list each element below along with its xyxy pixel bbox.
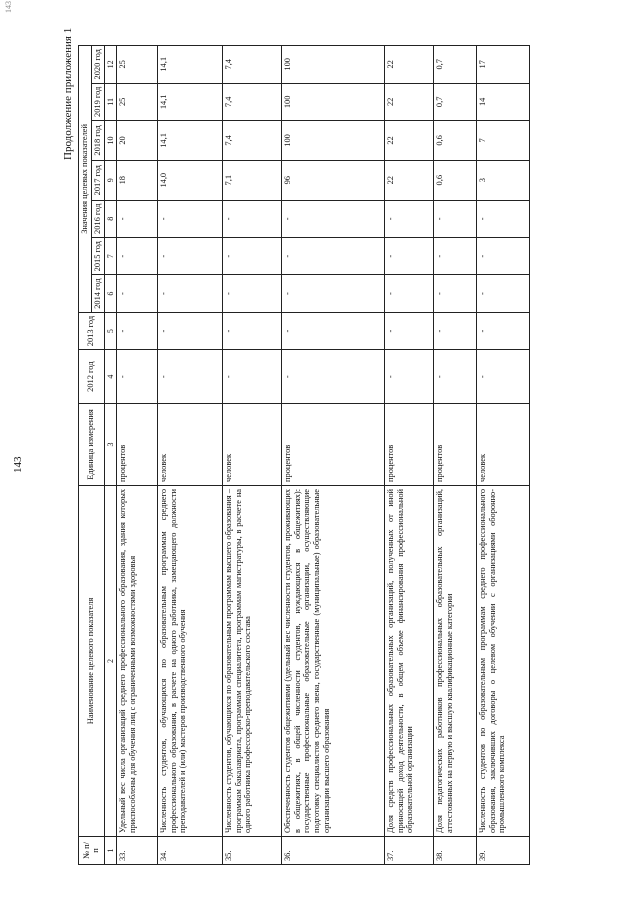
value-cell: - xyxy=(222,350,281,404)
value-cell: 17 xyxy=(476,46,529,84)
value-cell: - xyxy=(433,275,476,312)
header-year: 2020 год xyxy=(91,46,104,84)
unit: человек xyxy=(157,404,222,486)
indicator-name: Доля средств профессиональных образовательных организаций, полученных от иной приносящей доход деятельности, в общем объеме финансирования профессиональной образовательной организации xyxy=(384,485,433,836)
row-number: 34. xyxy=(157,836,222,864)
value-cell: 0,7 xyxy=(433,46,476,84)
header-name: Наименование целевого показателя xyxy=(79,485,105,836)
value-cell: 25 xyxy=(116,46,157,84)
value-cell: - xyxy=(433,312,476,349)
value-cell: - xyxy=(476,200,529,237)
header-unit: Единица измерения xyxy=(79,404,105,486)
value-cell: 100 xyxy=(281,46,384,84)
row-number: 35. xyxy=(222,836,281,864)
value-cell: 22 xyxy=(384,83,433,120)
value-cell: - xyxy=(476,275,529,312)
value-cell: 22 xyxy=(384,121,433,161)
unit: процентов xyxy=(281,404,384,486)
row-number: 33. xyxy=(116,836,157,864)
value-cell: - xyxy=(476,312,529,349)
value-cell: - xyxy=(222,238,281,275)
table-row xyxy=(157,46,222,865)
value-cell: - xyxy=(476,238,529,275)
indicator-name: Численность студентов по образовательным программам среднего профессионального образования, заключивших договоры о целевом обучении с организациями оборонно-промышленного комплекса xyxy=(476,485,529,836)
indicator-name: Удельный вес числа организаций среднего профессионального образования, здания которых приспособлены для обучения лиц с ограниченными возможностями здоровья xyxy=(116,485,157,836)
value-cell: 14,1 xyxy=(157,121,222,161)
column-number: 10 xyxy=(104,121,116,161)
unit: процентов xyxy=(433,404,476,486)
value-cell: - xyxy=(433,238,476,275)
header-year: 2018 год xyxy=(91,121,104,161)
value-cell: - xyxy=(116,275,157,312)
table-row xyxy=(433,46,476,865)
value-cell: 96 xyxy=(281,160,384,200)
table-row xyxy=(384,46,433,865)
value-cell: - xyxy=(116,350,157,404)
indicator-name: Численность студентов, обучающихся по образовательным программам высшего образования – программам бакалавриата, программам специалитета, программам магистратуры, в расчете на одного работника профессорско-преподавательского состава xyxy=(222,485,281,836)
value-cell: - xyxy=(116,312,157,349)
value-cell: 7,4 xyxy=(222,121,281,161)
page-number: 143 xyxy=(12,456,24,473)
header-year: 2019 год xyxy=(91,83,104,120)
table-row xyxy=(281,46,384,865)
row-number: 37. xyxy=(384,836,433,864)
indicators-table xyxy=(78,45,530,865)
column-number: 5 xyxy=(104,312,116,349)
value-cell: - xyxy=(433,350,476,404)
value-cell: 14,1 xyxy=(157,83,222,120)
value-cell: 25 xyxy=(116,83,157,120)
header-year: 2017 год xyxy=(91,160,104,200)
value-cell: 0,7 xyxy=(433,83,476,120)
value-cell: - xyxy=(157,238,222,275)
value-cell: 100 xyxy=(281,83,384,120)
column-number: 9 xyxy=(104,160,116,200)
corner-mark: 143 xyxy=(4,1,13,13)
value-cell: - xyxy=(281,200,384,237)
value-cell: - xyxy=(384,312,433,349)
value-cell: - xyxy=(433,200,476,237)
header-year: 2014 год xyxy=(91,275,104,312)
table-row xyxy=(116,46,157,865)
column-number-row xyxy=(104,46,116,865)
value-cell: - xyxy=(384,200,433,237)
header-year: 2013 год xyxy=(79,312,105,349)
value-cell: - xyxy=(157,275,222,312)
value-cell: 20 xyxy=(116,121,157,161)
value-cell: 7 xyxy=(476,121,529,161)
unit: человек xyxy=(222,404,281,486)
column-number: 12 xyxy=(104,46,116,84)
value-cell: - xyxy=(281,238,384,275)
column-number: 4 xyxy=(104,350,116,404)
value-cell: - xyxy=(281,312,384,349)
value-cell: - xyxy=(222,275,281,312)
value-cell: - xyxy=(281,275,384,312)
value-cell: - xyxy=(157,350,222,404)
unit: процентов xyxy=(384,404,433,486)
value-cell: 22 xyxy=(384,160,433,200)
header-year: 2012 год xyxy=(79,350,105,404)
value-cell: 14,1 xyxy=(157,46,222,84)
value-cell: 3 xyxy=(476,160,529,200)
unit: процентов xyxy=(116,404,157,486)
column-number: 3 xyxy=(104,404,116,486)
table-row xyxy=(222,46,281,865)
header-year: 2015 год xyxy=(91,238,104,275)
table-row xyxy=(476,46,529,865)
value-cell: - xyxy=(116,238,157,275)
row-number: 38. xyxy=(433,836,476,864)
header-num: № п/п xyxy=(79,836,105,864)
indicator-name: Численность студентов, обучающихся по образовательным программам среднего профессионального образования, в расчете на одного работника, замещающего должности преподавателей и (или) мастеров производственного обучения xyxy=(157,485,222,836)
value-cell: - xyxy=(476,350,529,404)
value-cell: 22 xyxy=(384,46,433,84)
value-cell: 14,0 xyxy=(157,160,222,200)
header-values-group: Значения целевых показателей xyxy=(79,46,92,313)
value-cell: 7,1 xyxy=(222,160,281,200)
value-cell: - xyxy=(384,238,433,275)
value-cell: 7,4 xyxy=(222,46,281,84)
header-year: 2016 год xyxy=(91,200,104,237)
indicator-name: Обеспеченность студентов общежитиями (удельный вес численности студентов, проживающих в общежитиях, в общей численности студентов, нуждающихся в общежитиях): государственные профессиональные образовательные организации, осуществляющие подготовку специалистов среднего звена, государственные (муниципальные) образовательные организации высшего образования xyxy=(281,485,384,836)
indicator-name: Доля педагогических работников профессиональных образовательных организаций, аттестованных на первую и высшую квалификационные категории xyxy=(433,485,476,836)
value-cell: 0,6 xyxy=(433,121,476,161)
column-number: 6 xyxy=(104,275,116,312)
value-cell: - xyxy=(157,200,222,237)
value-cell: - xyxy=(281,350,384,404)
value-cell: - xyxy=(384,350,433,404)
value-cell: - xyxy=(116,200,157,237)
value-cell: - xyxy=(222,200,281,237)
value-cell: 7,4 xyxy=(222,83,281,120)
value-cell: - xyxy=(384,275,433,312)
value-cell: - xyxy=(157,312,222,349)
row-number: 36. xyxy=(281,836,384,864)
value-cell: - xyxy=(222,312,281,349)
column-number: 2 xyxy=(104,485,116,836)
column-number: 8 xyxy=(104,200,116,237)
unit: человек xyxy=(476,404,529,486)
row-number: 39. xyxy=(476,836,529,864)
value-cell: 14 xyxy=(476,83,529,120)
value-cell: 18 xyxy=(116,160,157,200)
column-number: 11 xyxy=(104,83,116,120)
column-number: 7 xyxy=(104,238,116,275)
value-cell: 0,6 xyxy=(433,160,476,200)
header-row-1 xyxy=(79,46,92,865)
value-cell: 100 xyxy=(281,121,384,161)
column-number: 1 xyxy=(104,836,116,864)
continuation-caption: Продолжение приложения 1 xyxy=(62,27,74,160)
